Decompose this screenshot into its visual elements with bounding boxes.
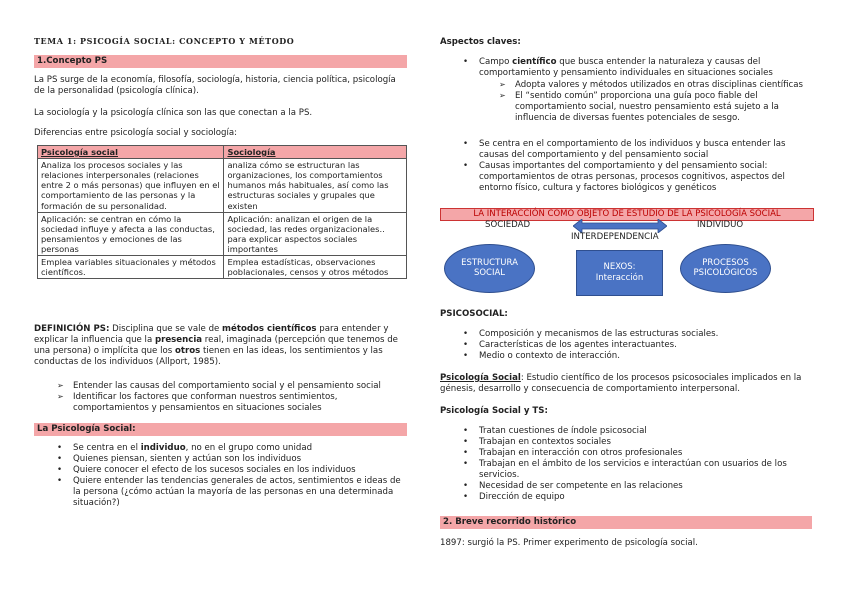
history-paragraph: 1897: surgió la PS. Primer experimento de psicología social.: [440, 538, 698, 548]
paragraph-connection: La sociología y la psicología clínica son las que conectan a la PS.: [34, 108, 313, 118]
diagram-label-interdependencia: INTERDEPENDENCIA: [571, 232, 659, 242]
table-cell: analiza cómo se estructuran las organizaciones, los comportamientos humanos más habituales, así como las estructuras sociales y grupales que existen: [224, 159, 407, 213]
node-label: ESTRUCTURA SOCIAL: [461, 257, 518, 278]
table-cell: Emplea estadísticas, observaciones poblacionales, censos y otros métodos: [224, 256, 407, 279]
definition-text: tienen en las ideas, los sentimientos y las conductas de los individuos (Allport, 1985).: [34, 346, 383, 367]
psicologia-social-definition: [440, 373, 812, 395]
list-keyword: individuo: [140, 443, 186, 453]
aspects-header: Aspectos claves:: [440, 37, 521, 47]
list-item: • Quienes piensan, sienten y actúan son los individuos: [73, 454, 405, 465]
table-row: [38, 256, 407, 279]
definition-paragraph: [34, 324, 405, 368]
list-item: ➢ El “sentido común” proporciona una guía poco fiable del comportamiento social, nuestro pensamiento está sujeto a la influencia de diversas fuentes potenciales de sesgo.: [515, 91, 805, 124]
table-cell: Emplea variables situacionales y métodos científicos.: [38, 256, 224, 279]
diagram-node-estructura-social: [444, 244, 535, 293]
list-item: ➢ Adopta valores y métodos utilizados en otras disciplinas científicas: [515, 80, 805, 91]
diagram-label-sociedad: SOCIEDAD: [485, 220, 531, 230]
list-item: • Trabajan en el ámbito de los servicios e interactúan con usuarios de los servicios.: [479, 459, 811, 481]
aspects-list: [479, 57, 811, 79]
list-item: [73, 443, 405, 454]
section-header-historia: 2. Breve recorrido histórico: [440, 516, 812, 529]
node-label: PROCESOS PSICOLÓGICOS: [693, 257, 758, 278]
list-text: Campo: [479, 57, 513, 67]
definition-keyword: métodos científicos: [222, 324, 317, 334]
psicosocial-list: [479, 329, 811, 362]
table-cell: Analiza los procesos sociales y las relaciones interpersonales (relaciones entre 2 o más personas) que influyen en el comportamiento de las personas y la formación de su personalidad.: [38, 159, 224, 213]
paragraph-origin: La PS surge de la economía, filosofía, sociología, historia, ciencia política, psicología de la personalidad (psicología clínica).: [34, 75, 396, 96]
interdependence-arrow-icon: [573, 219, 667, 233]
list-item: • Quiere conocer el efecto de los sucesos sociales en los individuos: [73, 465, 405, 476]
comparison-table: [37, 145, 407, 279]
definition-text: : Estudio científico de los procesos psicosociales implicados en la génesis, desarrollo y consecuencia de comportamiento interpersonal.: [440, 373, 802, 394]
list-item: • Medio o contexto de interacción.: [479, 351, 811, 362]
section-header-concepto: 1.Concepto PS: [34, 55, 407, 68]
list-item: • Trabajan en contextos sociales: [479, 437, 811, 448]
section-header-psicologia-social: La Psicología Social:: [34, 423, 407, 436]
ts-list: [479, 426, 811, 503]
list-item: • Necesidad de ser competente en las relaciones: [479, 481, 811, 492]
node-label: Interacción: [595, 273, 644, 283]
diagram-node-nexos: [576, 250, 663, 296]
definition-label: Psicología Social: [440, 373, 521, 383]
list-keyword: científico: [512, 57, 557, 67]
ts-header: Psicología Social y TS:: [440, 406, 548, 416]
diagram-label-individuo: INDIVIDUO: [697, 220, 744, 230]
table-cell: Aplicación: analizan el origen de la sociedad, las redes organizacionales.. para explicar aspectos sociales importantes: [224, 212, 407, 255]
list-item: • Causas importantes del comportamiento y del pensamiento social: comportamientos de otras personas, procesos cognitivos, aspectos del entorno físico, cultura y factores biológicos y genéticos: [479, 161, 811, 194]
list-text: que busca entender la naturaleza y causas del comportamiento y pensamiento individuales en situaciones sociales: [479, 57, 773, 78]
aspects-sublist: [515, 80, 805, 124]
list-item: • Quiere entender las tendencias generales de actos, sentimientos e ideas de la persona (¿cómo actúan la mayoría de las personas en una determinada situación?): [73, 476, 405, 509]
table-header-sociologia: Sociología: [224, 146, 407, 159]
definition-goals-list: [73, 381, 403, 414]
table-header-row: [38, 146, 407, 159]
list-item: • Características de los agentes interactuantes.: [479, 340, 811, 351]
aspects-list-2: [479, 139, 811, 194]
definition-text: para entender y explicar la influencia que la: [34, 324, 389, 345]
definition-keyword: otros: [174, 346, 201, 356]
diagram-title: LA INTERACCIÓN COMO OBJETO DE ESTUDIO DE LA PSICOLOGÍA SOCIAL: [440, 208, 814, 221]
paragraph-differences: Diferencias entre psicología social y sociología:: [34, 128, 238, 138]
list-item: • Composición y mecanismos de las estructuras sociales.: [479, 329, 811, 340]
list-item: ➢ Entender las causas del comportamiento social y el pensamiento social: [73, 381, 403, 392]
definition-text: Disciplina que se vale de: [109, 324, 223, 334]
psicologia-social-list: [73, 443, 405, 509]
table-header-psicologia: Psicología social: [38, 146, 224, 159]
list-item: [479, 57, 811, 79]
diagram-node-procesos-psicologicos: [680, 244, 771, 293]
document-title: TEMA 1: PSICOGÍA SOCIAL: CONCEPTO Y MÉTODO: [34, 36, 295, 46]
list-text: Se centra en el: [73, 443, 141, 453]
list-item: • Trabajan en interacción con otros profesionales: [479, 448, 811, 459]
table-row: [38, 212, 407, 255]
list-text: , no en el grupo como unidad: [185, 443, 313, 453]
table-row: [38, 159, 407, 213]
list-item: ➢ Identificar los factores que conforman nuestros sentimientos, comportamientos y pensamientos en situaciones sociales: [73, 392, 403, 414]
definition-label: DEFINICIÓN PS:: [34, 324, 110, 334]
psicosocial-header: PSICOSOCIAL:: [440, 309, 508, 319]
definition-keyword: presencia: [154, 335, 203, 345]
table-cell: Aplicación: se centran en cómo la sociedad influye y afecta a las conductas, pensamientos y emociones de las personas: [38, 212, 224, 255]
list-item: • Se centra en el comportamiento de los individuos y busca entender las causas del comportamiento y del pensamiento social: [479, 139, 811, 161]
definition-text: real, imaginada (percepción que tenemos de una persona) o implícita que los: [34, 335, 398, 356]
node-label: NEXOS:: [603, 261, 636, 272]
list-item: • Dirección de equipo: [479, 492, 811, 503]
list-item: • Tratan cuestiones de índole psicosocial: [479, 426, 811, 437]
